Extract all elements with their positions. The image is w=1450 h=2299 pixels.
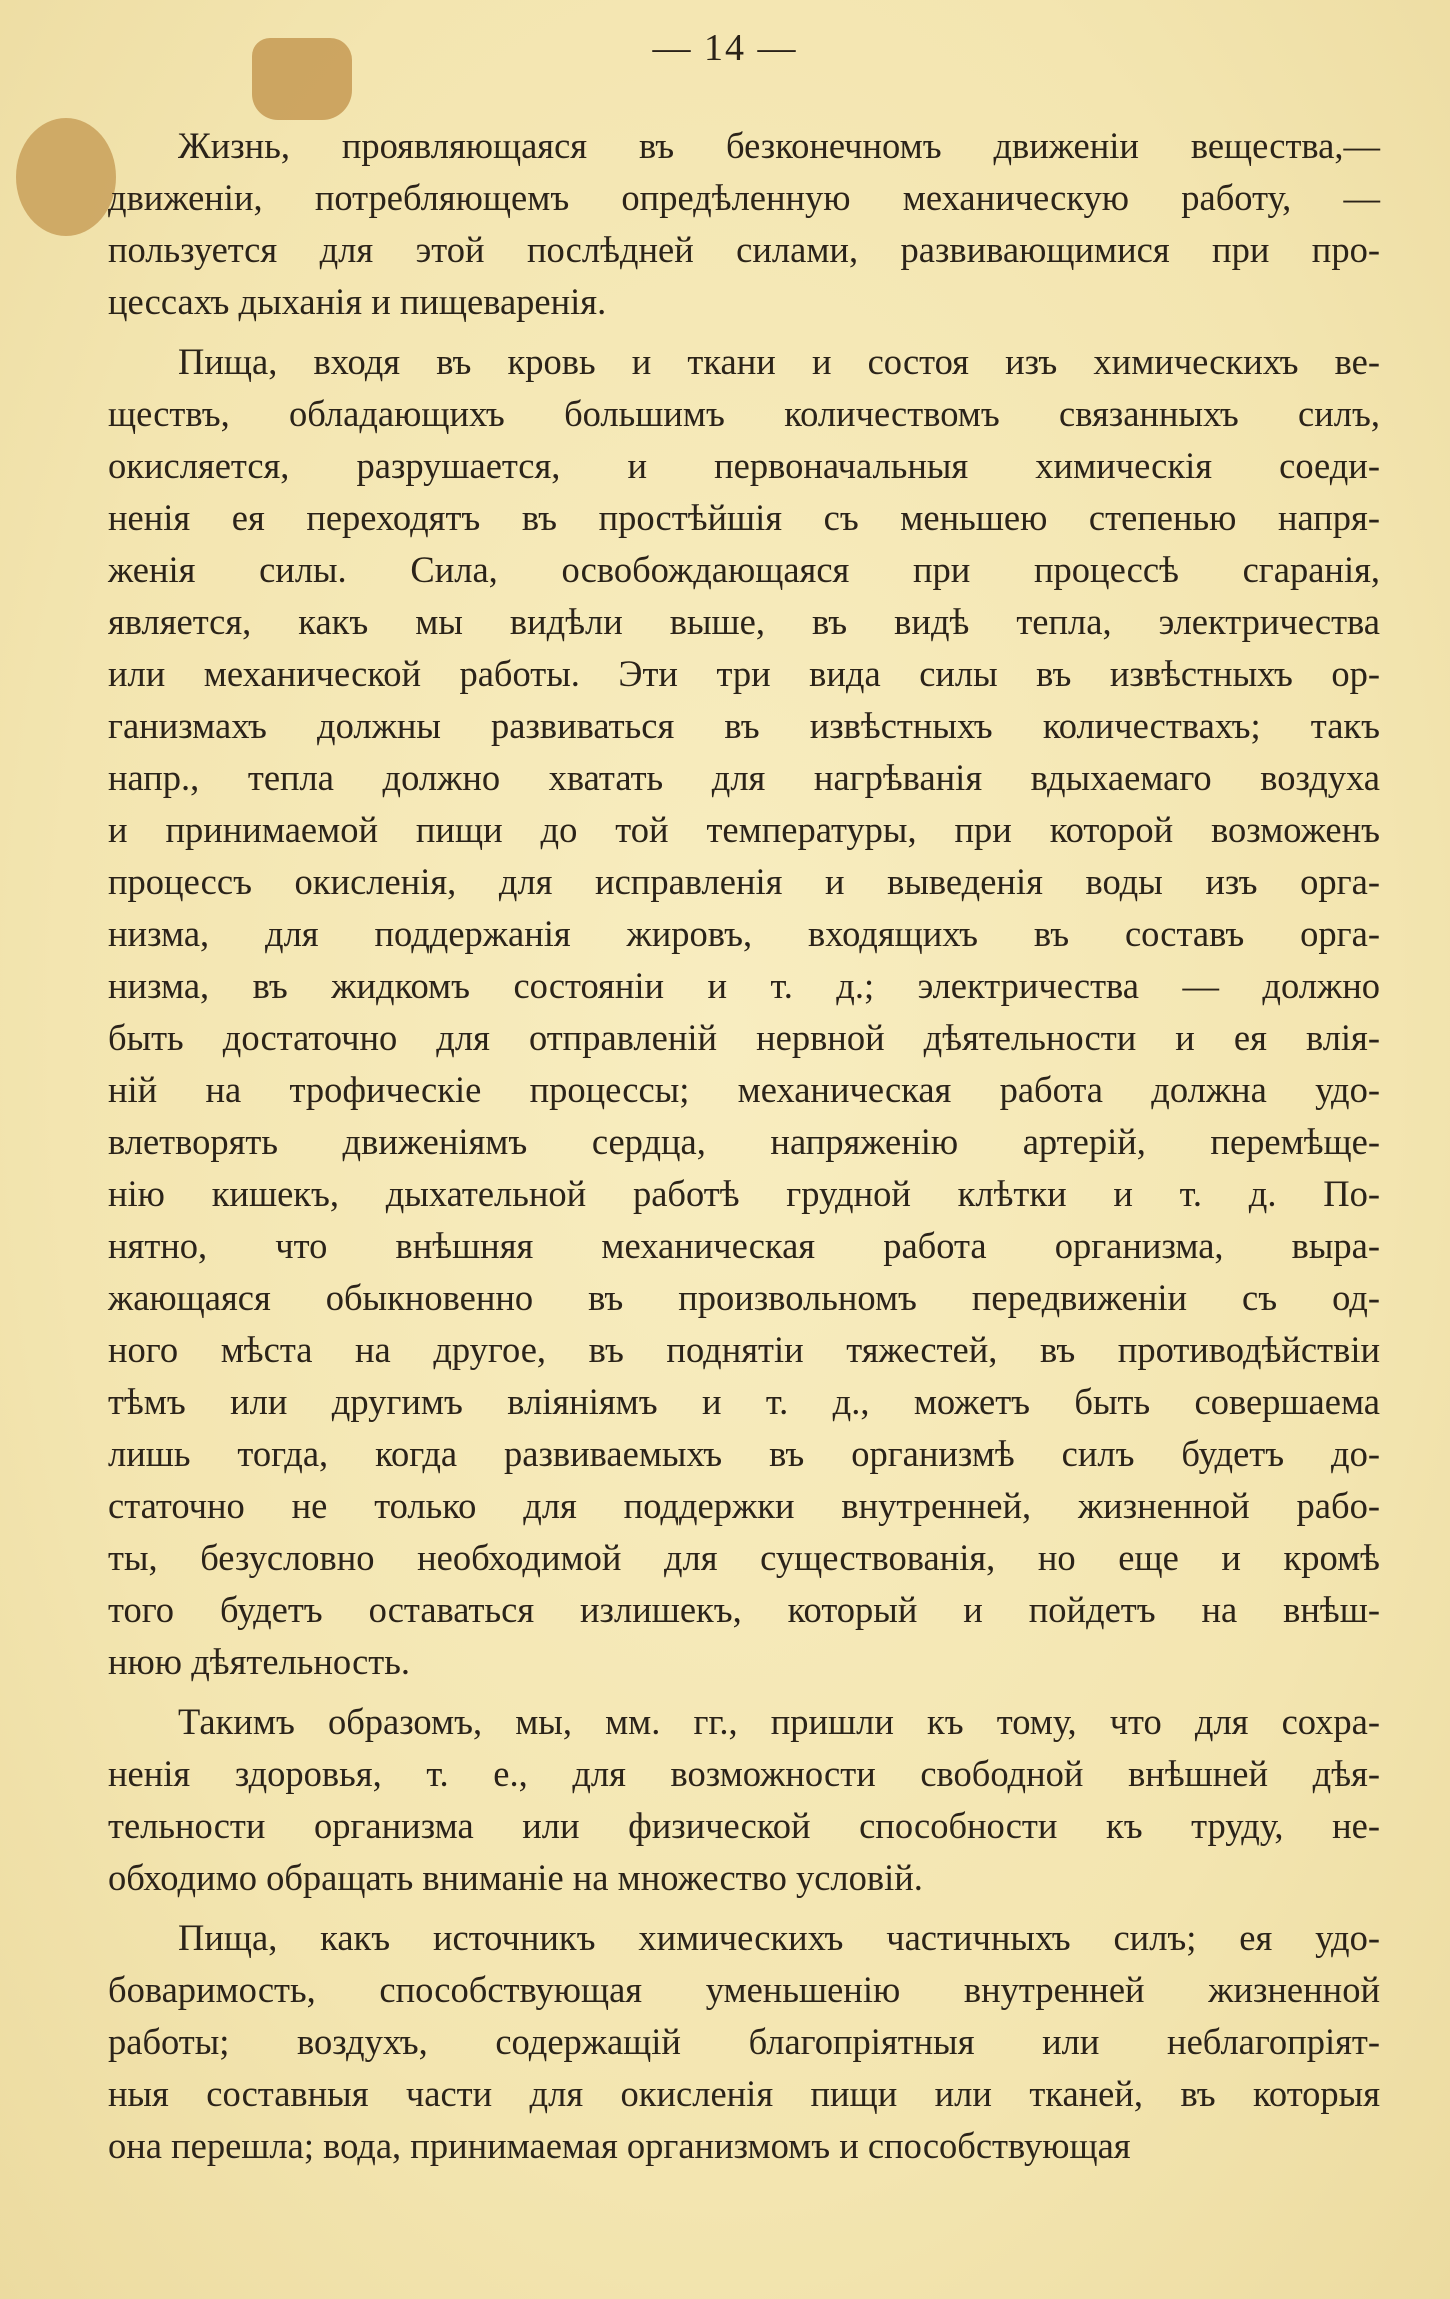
text-line: быть достаточно для отправленiй нервной дѣятельности и ея влiя- bbox=[108, 1017, 1380, 1058]
text-line: Жизнь, проявляющаяся въ безконечномъ движенiи вещества,— bbox=[178, 125, 1380, 166]
text-line: ты, безусловно необходимой для существованiя, но еще и кромѣ bbox=[108, 1537, 1380, 1578]
text-line: движенiи, потребляющемъ опредѣленную механическую работу, — bbox=[108, 177, 1380, 218]
text-line: нюю дѣятельность. bbox=[108, 1641, 410, 1682]
text-line: ного мѣста на другое, въ поднятiи тяжестей, въ противодѣйствiи bbox=[108, 1329, 1380, 1370]
paper-stain bbox=[16, 118, 116, 236]
text-line: она перешла; вода, принимаемая организмомъ и способствующая bbox=[108, 2125, 1131, 2166]
text-line: нятно, что внѣшняя механическая работа организма, выра- bbox=[108, 1225, 1380, 1266]
text-line: боваримость, способствующая уменьшенiю внутренней жизненной bbox=[108, 1969, 1380, 2010]
text-line: Пища, какъ источникъ химическихъ частичныхъ силъ; ея удо- bbox=[178, 1917, 1380, 1958]
text-line: и принимаемой пищи до той температуры, при которой возможенъ bbox=[108, 809, 1380, 850]
text-line: Пища, входя въ кровь и ткани и состоя изъ химическихъ ве- bbox=[178, 341, 1380, 382]
text-line: лишь тогда, когда развиваемыхъ въ организмѣ силъ будетъ до- bbox=[108, 1433, 1380, 1474]
text-line: напр., тепла должно хватать для нагрѣванiя вдыхаемаго воздуха bbox=[108, 757, 1380, 798]
text-line: работы; воздухъ, содержащiй благопрiятныя или неблагопрiят- bbox=[108, 2021, 1380, 2062]
text-line: ненiя ея переходятъ въ простѣйшiя съ меньшею степенью напря- bbox=[108, 497, 1380, 538]
text-line: жающаяся обыкновенно въ произвольномъ передвиженiи съ од- bbox=[108, 1277, 1380, 1318]
page-number: — 14 — bbox=[652, 27, 798, 69]
paragraph bbox=[108, 1696, 1380, 1904]
text-line: обходимо обращать вниманiе на множество условiй. bbox=[108, 1857, 923, 1898]
text-line: нiй на трофическiе процессы; механическая работа должна удо- bbox=[108, 1069, 1380, 1110]
text-line: является, какъ мы видѣли выше, въ видѣ тепла, электричества bbox=[108, 601, 1380, 642]
text-line: ществъ, обладающихъ большимъ количествомъ связанныхъ силъ, bbox=[108, 393, 1380, 434]
text-line: женiя силы. Сила, освобождающаяся при процессѣ сгаранiя, bbox=[108, 549, 1380, 590]
text-line: того будетъ оставаться излишекъ, который и пойдетъ на внѣш- bbox=[108, 1589, 1380, 1630]
text-line: влетворять движенiямъ сердца, напряженiю артерiй, перемѣще- bbox=[108, 1121, 1380, 1162]
text-line: тѣмъ или другимъ влiянiямъ и т. д., можетъ быть совершаема bbox=[108, 1381, 1380, 1422]
text-line: статочно не только для поддержки внутренней, жизненной рабо- bbox=[108, 1485, 1380, 1526]
text-line: низма, для поддержанiя жировъ, входящихъ въ составъ орга- bbox=[108, 913, 1380, 954]
paragraph bbox=[108, 336, 1380, 1688]
text-line: низма, въ жидкомъ состоянiи и т. д.; электричества — должно bbox=[108, 965, 1380, 1006]
paragraph bbox=[108, 1912, 1380, 2172]
text-line: процессъ окисленiя, для исправленiя и выведенiя воды изъ орга- bbox=[108, 861, 1380, 902]
text-line: Такимъ образомъ, мы, мм. гг., пришли къ тому, что для сохра- bbox=[178, 1701, 1380, 1742]
text-line: нiю кишекъ, дыхательной работѣ грудной клѣтки и т. д. По- bbox=[108, 1173, 1380, 1214]
text-line: пользуется для этой послѣдней силами, развивающимися при про- bbox=[108, 229, 1380, 270]
text-line: или механической работы. Эти три вида силы въ извѣстныхъ ор- bbox=[108, 653, 1380, 694]
paragraph bbox=[108, 120, 1380, 328]
text-line: тельности организма или физической способности къ труду, не- bbox=[108, 1805, 1380, 1846]
text-line: ганизмахъ должны развиваться въ извѣстныхъ количествахъ; такъ bbox=[108, 705, 1380, 746]
text-line: ненiя здоровья, т. е., для возможности свободной внѣшней дѣя- bbox=[108, 1753, 1380, 1794]
text-line: ныя составныя части для окисленiя пищи или тканей, въ которыя bbox=[108, 2073, 1380, 2114]
text-line: окисляется, разрушается, и первоначальныя химическiя соеди- bbox=[108, 445, 1380, 486]
text-line: цессахъ дыханiя и пищеваренiя. bbox=[108, 281, 607, 322]
body-text bbox=[108, 120, 1380, 2180]
